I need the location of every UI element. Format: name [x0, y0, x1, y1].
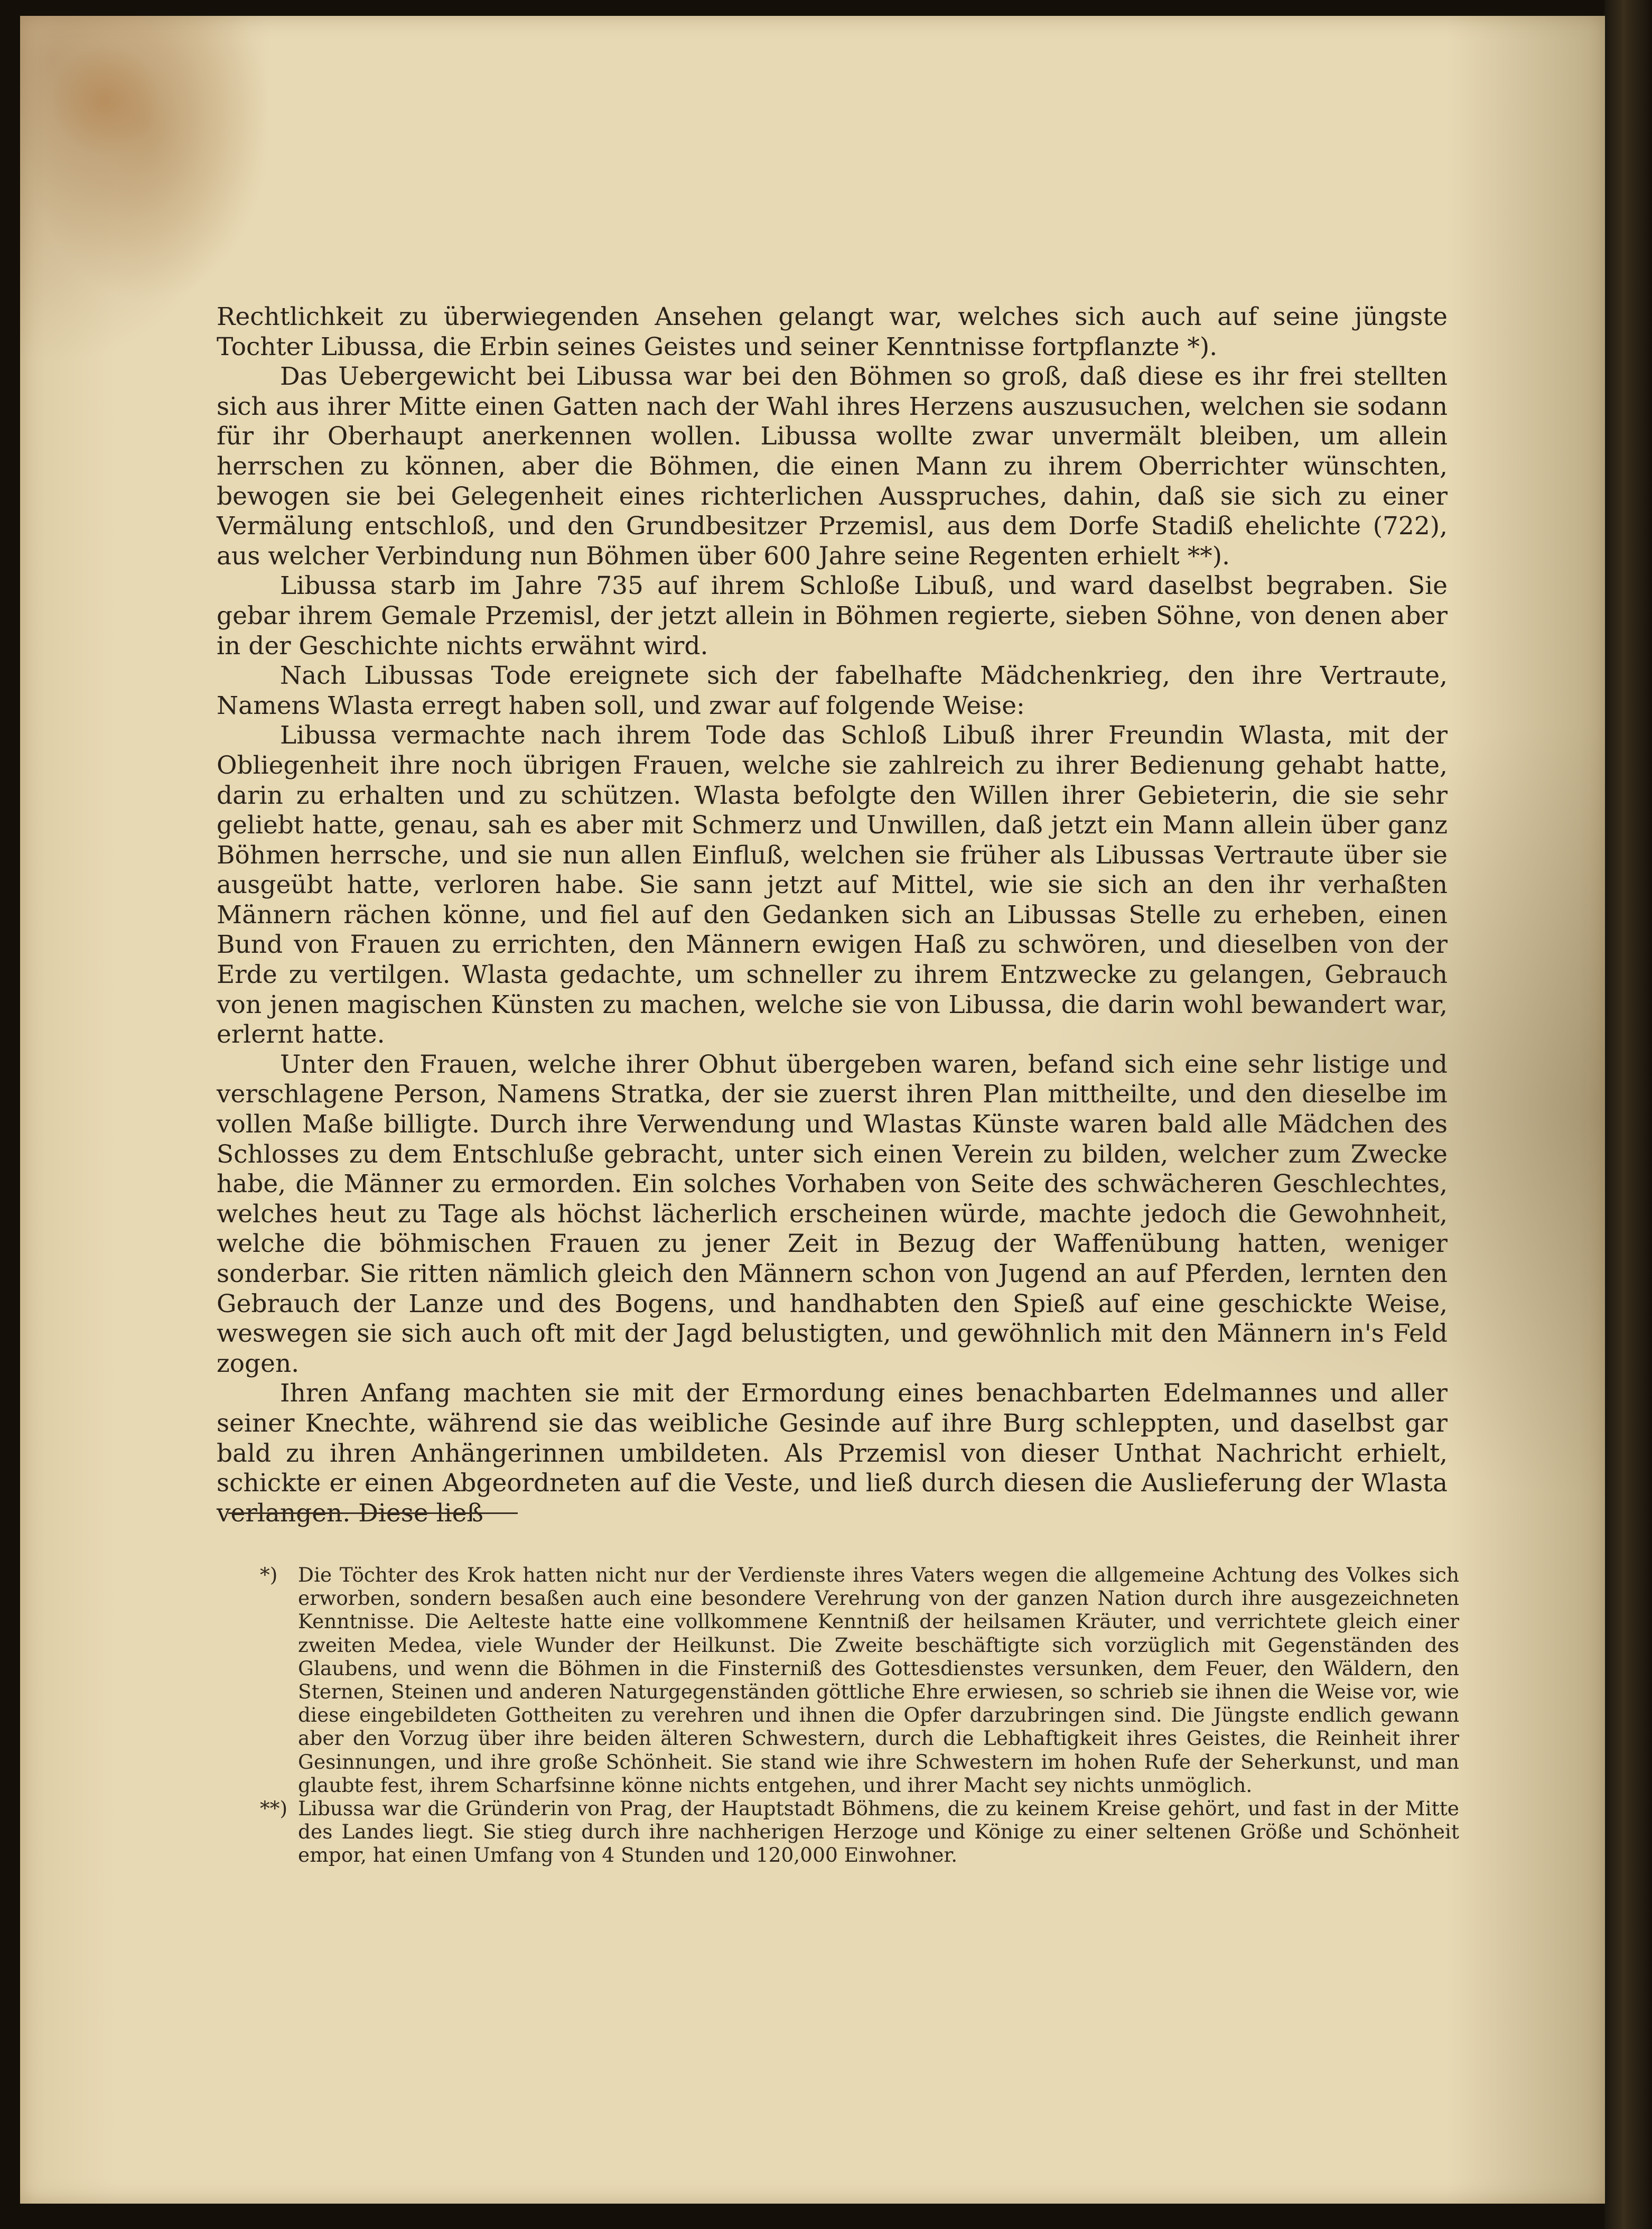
page-stain: [52, 42, 157, 159]
paragraph: Nach Libussas Tode ereignete sich der fabelhafte Mädchenkrieg, den ihre Vertraute, Namens Wlasta erregt haben soll, und zwar auf folgende Weise:: [217, 661, 1448, 720]
footnote-mark: **): [260, 1797, 288, 1821]
footnote-text: Die Töchter des Krok hatten nicht nur der Verdienste ihres Vaters wegen die allgemeine Achtung des Volkes sich erworben, sondern besaßen auch eine besondere Verehrung von der ganzen Nation durch ihre ausgezeichneten Kenntnisse. Die Aelteste hatte eine vollkommene Kenntniß der heilsamen Kräuter, und verrichtete gleich einer zweiten Medea, viele Wunder der Heilkunst. Die Zweite beschäftigte sich vorzüglich mit Gegenständen des Glaubens, und wenn die Böhmen in die Finsterniß des Gottesdienstes versunken, dem Feuer, den Wäldern, den Sternen, Steinen und anderen Naturgegenständen göttliche Ehre erwiesen, so schrieb sie ihnen die Weise vor, wie diese eingebildeten Gottheiten zu verehren und ihnen die Opfer darzubringen sind. Die Jüngste endlich gewann aber den Vorzug über ihre beiden älteren Schwestern, durch die Lebhaftigkeit ihres Geistes, die Reinheit ihrer Gesinnungen, und ihre große Schönheit. Sie stand wie ihre Schwestern im hohen Rufe der Seherkunst, und man glaubte fest, ihrem Scharfsinne könne nichts entgehen, und ihrer Macht sey nichts unmöglich.: [298, 1563, 1459, 1797]
footnote-separator: [228, 1512, 518, 1514]
paragraph: Das Uebergewicht bei Libussa war bei den Böhmen so groß, daß diese es ihr frei stellten sich aus ihrer Mitte einen Gatten nach der Wahl ihres Herzens auszusuchen, welchen sie sodann für ihr Oberhaupt anerkennen wollen. Libussa wollte zwar unvermält bleiben, um allein herrschen zu können, aber die Böhmen, die einen Mann zu ihrem Oberrichter wünschten, bewogen sie bei Gelegenheit eines richterlichen Ausspruches, dahin, daß sie sich zu einer Vermälung entschloß, und den Grundbesitzer Przemisl, aus dem Dorfe Stadiß ehelichte (722), aus welcher Verbindung nun Böhmen über 600 Jahre seine Regenten erhielt **).: [217, 362, 1448, 571]
paragraph: Libussa starb im Jahre 735 auf ihrem Schloße Libuß, und ward daselbst begraben. Sie gebar ihrem Gemale Przemisl, der jetzt allein in Böhmen regierte, sieben Söhne, von denen aber in der Geschichte nichts erwähnt wird.: [217, 571, 1448, 661]
footnote: [260, 1797, 1459, 1867]
paragraph: Rechtlichkeit zu überwiegenden Ansehen gelangt war, welches sich auch auf seine jüngste Tochter Libussa, die Erbin seines Geistes und seiner Kenntnisse fortpflanzte *).: [217, 302, 1448, 361]
footnote: [260, 1563, 1459, 1797]
book-spine: [1604, 0, 1652, 2229]
footnote-mark: *): [260, 1563, 278, 1586]
paragraph: Ihren Anfang machten sie mit der Ermordung eines benachbarten Edelmannes und aller seiner Knechte, während sie das weibliche Gesinde auf ihre Burg schleppten, und daselbst gar bald zu ihren Anhängerinnen umbildeten. Als Przemisl von dieser Unthat Nachricht erhielt, schickte er einen Abgeordneten auf die Veste, und ließ durch diesen die Auslieferung der Wlasta verlangen. Diese ließ: [217, 1379, 1448, 1528]
main-text: [217, 302, 1448, 1528]
paragraph: Libussa vermachte nach ihrem Tode das Schloß Libuß ihrer Freundin Wlasta, mit der Obliegenheit ihre noch übrigen Frauen, welche sie zahlreich zu ihrer Bedienung gehabt hatte, darin zu erhalten und zu schützen. Wlasta befolgte den Willen ihrer Gebieterin, die sie sehr geliebt hatte, genau, sah es aber mit Schmerz und Unwillen, daß jetzt ein Mann allein über ganz Böhmen herrsche, und sie nun allen Einfluß, welchen sie früher als Libussas Vertraute über sie ausgeübt hatte, verloren habe. Sie sann jetzt auf Mittel, wie sie sich an den ihr verhaßten Männern rächen könne, und fiel auf den Gedanken sich an Libussas Stelle zu erheben, einen Bund von Frauen zu errichten, den Männern ewigen Haß zu schwören, und dieselben von der Erde zu vertilgen. Wlasta gedachte, um schneller zu ihrem Entzwecke zu gelangen, Gebrauch von jenen magischen Künsten zu machen, welche sie von Libussa, die darin wohl bewandert war, erlernt hatte.: [217, 721, 1448, 1050]
footnotes: [260, 1563, 1459, 1867]
paragraph: Unter den Frauen, welche ihrer Obhut übergeben waren, befand sich eine sehr listige und verschlagene Person, Namens Stratka, der sie zuerst ihren Plan mittheilte, und den dieselbe im vollen Maße billigte. Durch ihre Verwendung und Wlastas Künste waren bald alle Mädchen des Schlosses zu dem Entschluße gebracht, unter sich einen Verein zu bilden, welcher zum Zwecke habe, die Männer zu ermorden. Ein solches Vorhaben von Seite des schwächeren Geschlechtes, welches heut zu Tage als höchst lächerlich erscheinen würde, machte jedoch die Gewohnheit, welche die böhmischen Frauen zu jener Zeit in Bezug der Waffenübung hatten, weniger sonderbar. Sie ritten nämlich gleich den Männern schon von Jugend an auf Pferden, lernten den Gebrauch der Lanze und des Bogens, und handhabten den Spieß auf eine geschickte Weise, weswegen sie sich auch oft mit der Jagd belustigten, und gewöhnlich mit den Männern in's Feld zogen.: [217, 1050, 1448, 1378]
footnote-text: Libussa war die Gründerin von Prag, der Hauptstadt Böhmens, die zu keinem Kreise gehört, und fast in der Mitte des Landes liegt. Sie stieg durch ihre nachherigen Herzoge und Könige zu einer seltenen Größe und Schönheit empor, hat einen Umfang von 4 Stunden und 120,000 Einwohner.: [298, 1797, 1459, 1867]
